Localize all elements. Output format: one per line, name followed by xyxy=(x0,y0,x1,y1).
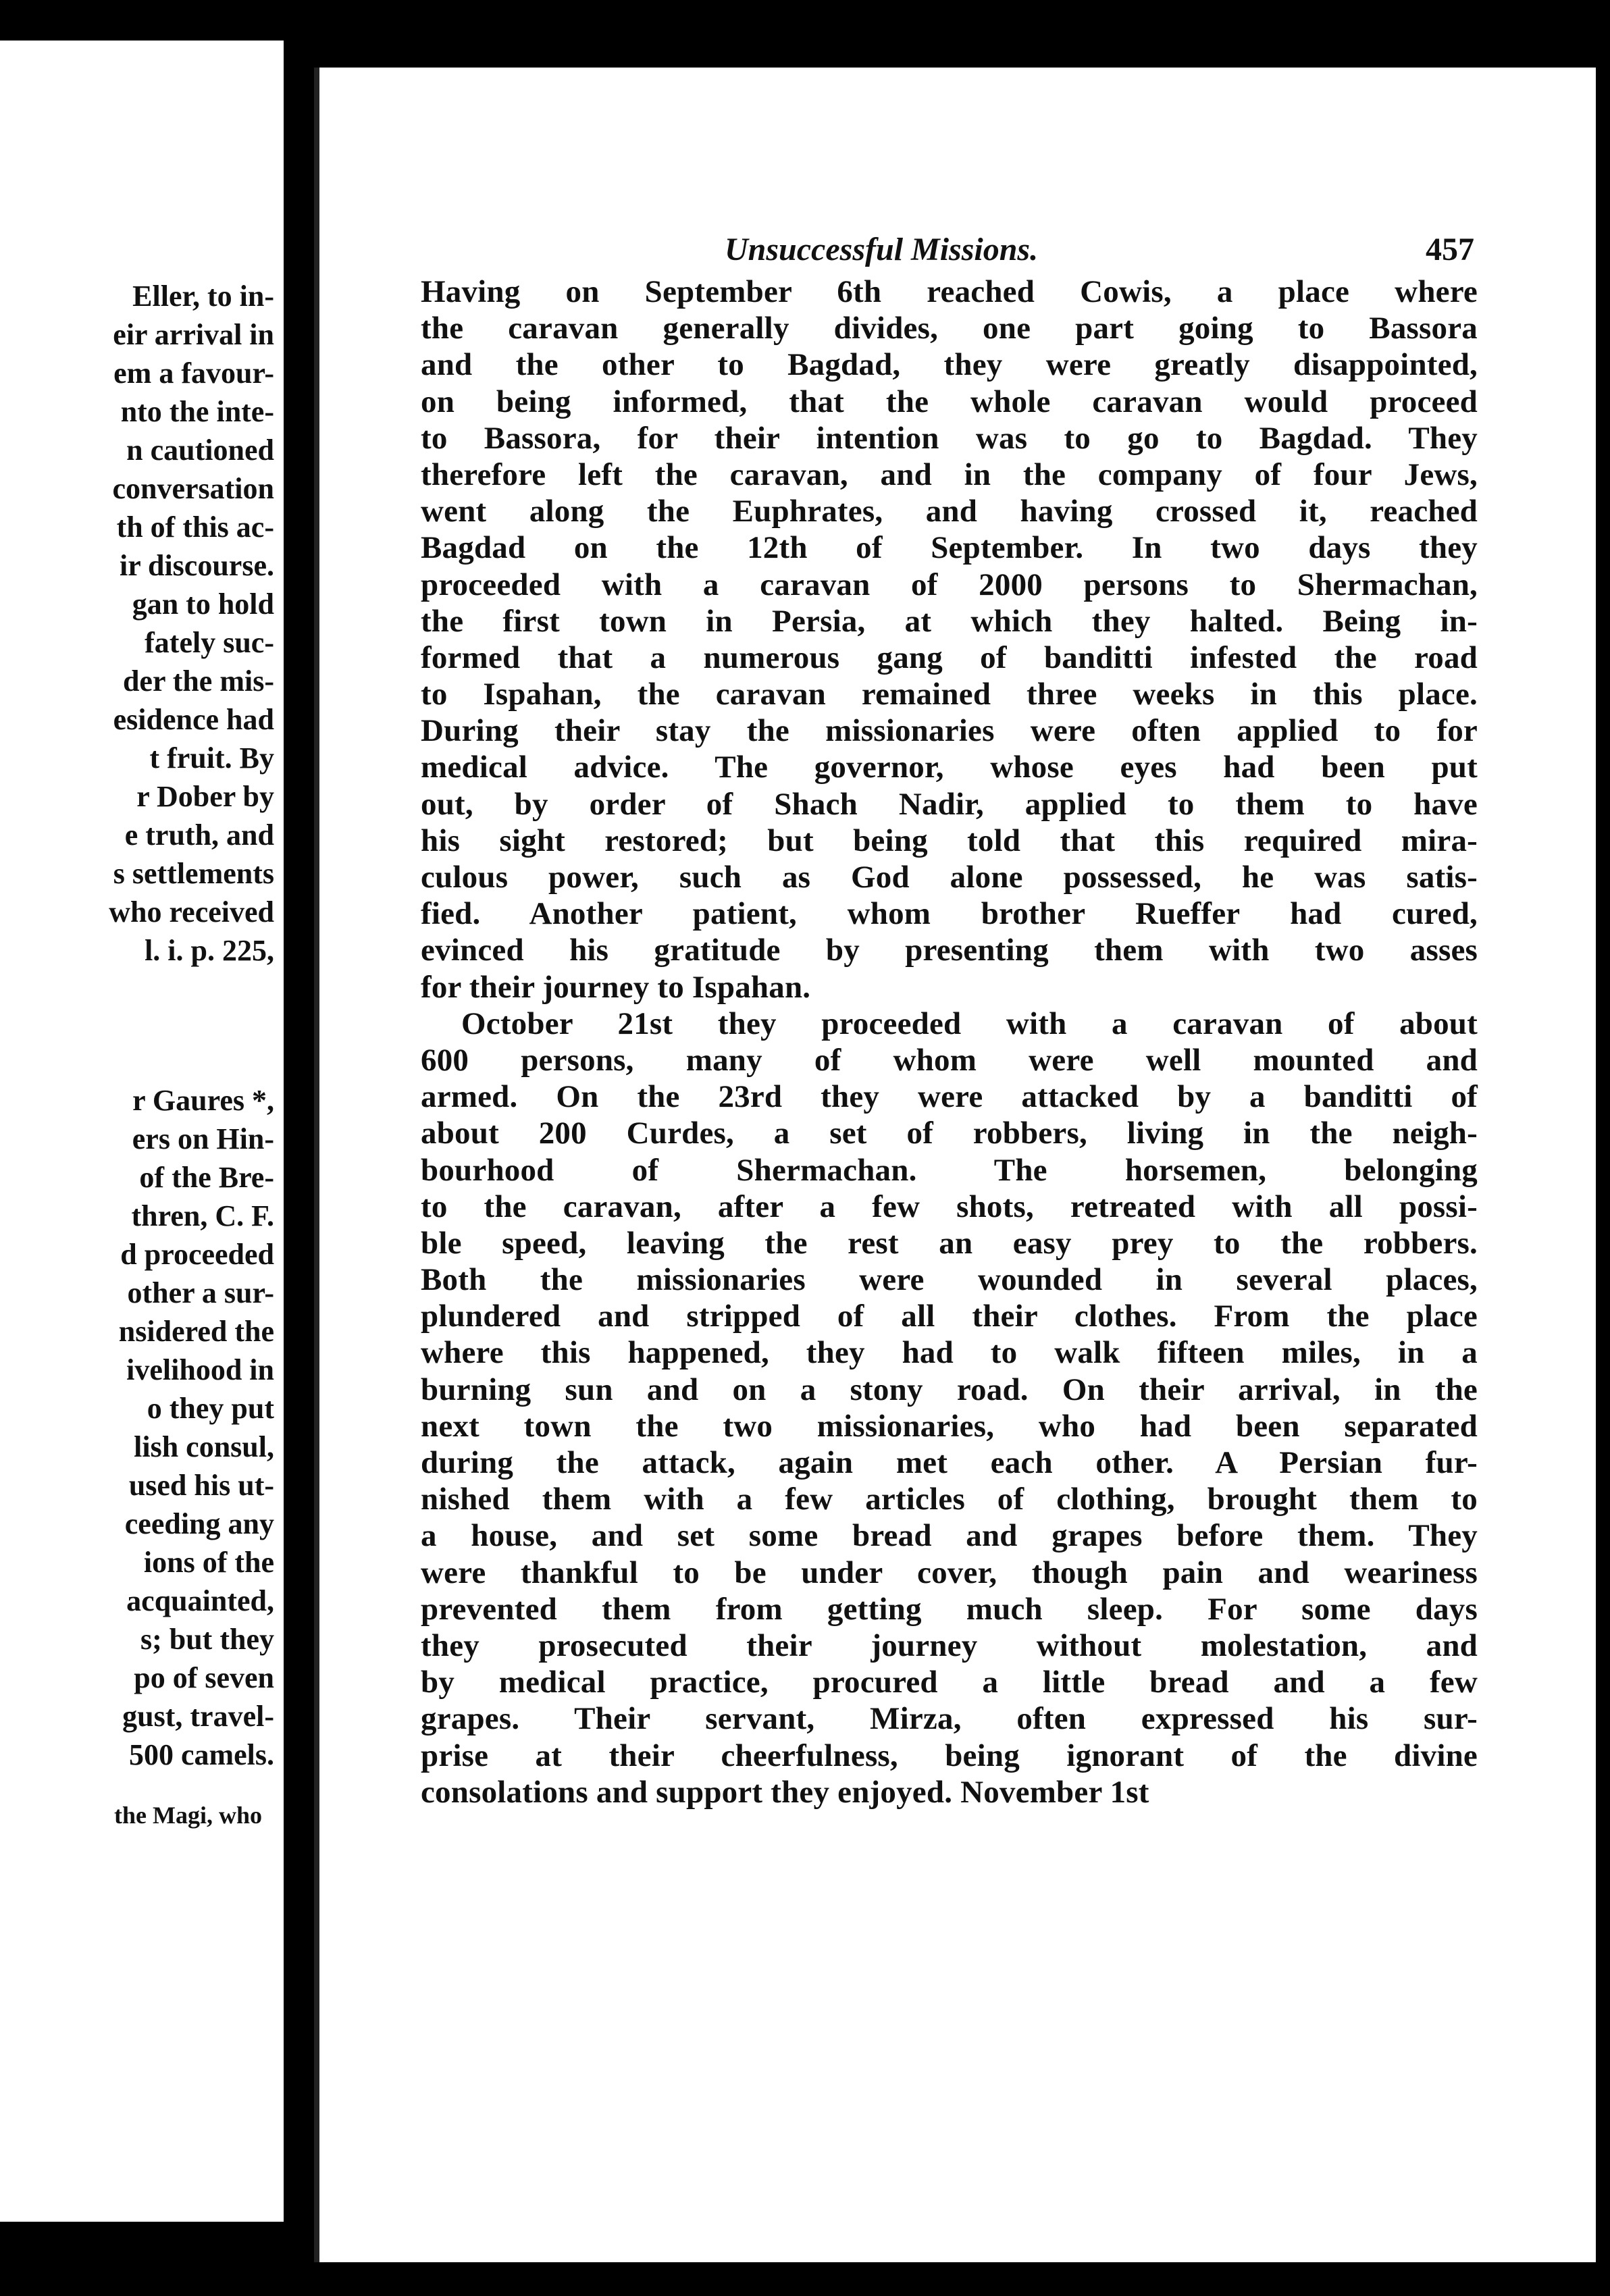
text-line: about 200 Curdes, a set of robbers, living in the neigh- xyxy=(421,1116,1478,1151)
text-line: were thankful to be under cover, though pain and weariness xyxy=(421,1555,1478,1590)
text-line: a house, and set some bread and grapes before them. They xyxy=(421,1518,1478,1554)
left-text-line: fately suc- xyxy=(145,626,274,659)
left-text-line: em a favour- xyxy=(113,357,274,390)
text-line: evinced his gratitude by presenting them with two asses xyxy=(421,933,1478,968)
left-text-line: other a sur- xyxy=(127,1276,274,1309)
left-text-line: th of this ac- xyxy=(116,511,274,544)
text-line: burning sun and on a stony road. On their arrival, in the xyxy=(421,1372,1478,1407)
left-text-line: n cautioned xyxy=(126,434,274,467)
left-paragraph-gap xyxy=(0,970,277,1081)
text-line: 600 persons, many of whom were well mounted and xyxy=(421,1042,1478,1078)
left-text-line: der the mis- xyxy=(122,664,274,698)
left-text-line: gan to hold xyxy=(132,588,274,621)
right-page xyxy=(314,68,1596,2262)
text-line: to the caravan, after a few shots, retreated with all possi- xyxy=(421,1189,1478,1224)
left-text-line: ivelihood in xyxy=(126,1353,274,1386)
text-line: grapes. Their servant, Mirza, often expressed his sur- xyxy=(421,1701,1478,1737)
left-text-line: s settlements xyxy=(113,857,274,890)
text-line: therefore left the caravan, and in the company of four Jews, xyxy=(421,456,1478,492)
left-text-line: of the Bre- xyxy=(139,1161,274,1194)
text-line: During their stay the missionaries were often applied to for xyxy=(421,713,1478,749)
left-text-line: ceeding any xyxy=(124,1507,274,1540)
text-line: armed. On the 23rd they were attacked by a banditti of xyxy=(421,1079,1478,1115)
text-line: to Bassora, for their intention was to go to Bagdad. They xyxy=(421,420,1478,456)
text-line: out, by order of Shach Nadir, applied to them to have xyxy=(421,786,1478,822)
left-footnote: the Magi, who xyxy=(114,1802,262,1829)
text-line: the first town in Persia, at which they halted. Being in- xyxy=(421,603,1478,639)
text-line: by medical practice, procured a little bread and a few xyxy=(421,1665,1478,1700)
text-line: the caravan generally divides, one part going to Bassora xyxy=(421,311,1478,346)
left-text-line: ers on Hin- xyxy=(132,1122,274,1155)
text-line: Both the missionaries were wounded in several places, xyxy=(421,1262,1478,1298)
text-line: proceeded with a caravan of 2000 persons to Shermachan, xyxy=(421,567,1478,602)
text-line: they prosecuted their journey without molestation, and xyxy=(421,1627,1478,1663)
left-text-line: esidence had xyxy=(113,703,274,736)
text-line: prevented them from getting much sleep. For some days xyxy=(421,1591,1478,1627)
left-page-text xyxy=(0,277,277,1829)
text-line: and the other to Bagdad, they were greatly disappointed, xyxy=(421,347,1478,383)
left-text-line: thren, C. F. xyxy=(131,1199,274,1232)
text-line: formed that a numerous gang of banditti infested the road xyxy=(421,640,1478,675)
left-text-line: ions of the xyxy=(143,1546,274,1579)
left-text-line: l. i. p. 225, xyxy=(145,934,274,967)
left-text-line: gust, travel- xyxy=(122,1700,274,1733)
left-text-line: r Dober by xyxy=(136,780,274,813)
text-line: on being informed, that the whole caravan would proceed xyxy=(421,384,1478,419)
left-text-line: d proceeded xyxy=(120,1238,274,1271)
text-line: culous power, such as God alone possessed, he was satis- xyxy=(421,860,1478,895)
text-line: for their journey to Ispahan. xyxy=(421,969,811,1005)
left-text-line: r Gaures *, xyxy=(132,1084,274,1117)
left-text-line: nsidered the xyxy=(118,1315,274,1348)
text-line: plundered and stripped of all their clothes. From the place xyxy=(421,1299,1478,1334)
text-line: to Ispahan, the caravan remained three weeks in this place. xyxy=(421,677,1478,712)
text-line: bourhood of Shermachan. The horsemen, belonging xyxy=(421,1152,1478,1188)
text-line: medical advice. The governor, whose eyes had been put xyxy=(421,750,1478,785)
left-text-line: lish consul, xyxy=(134,1430,274,1463)
left-text-line: conversation xyxy=(112,472,274,505)
left-text-line: t fruit. By xyxy=(149,741,274,775)
left-text-line: s; but they xyxy=(140,1623,274,1656)
left-text-line: nto the inte- xyxy=(120,395,274,428)
text-line: his sight restored; but being told that this required mira- xyxy=(421,823,1478,858)
book-spine xyxy=(284,0,314,2296)
text-line: fied. Another patient, whom brother Rueffer had cured, xyxy=(421,896,1478,932)
page-number: 457 xyxy=(1426,232,1474,267)
left-text-line: ir discourse. xyxy=(120,549,274,582)
text-line: where this happened, they had to walk fifteen miles, in a xyxy=(421,1335,1478,1371)
left-text-line: 500 camels. xyxy=(128,1738,274,1771)
running-title: Unsuccessful Missions. xyxy=(725,232,1039,267)
left-text-line: Eller, to in- xyxy=(132,280,274,313)
left-text-line: po of seven xyxy=(134,1661,274,1694)
left-text-line: eir arrival in xyxy=(113,318,274,351)
text-line: Bagdad on the 12th of September. In two days they xyxy=(421,530,1478,566)
text-line: ble speed, leaving the rest an easy prey to the robbers. xyxy=(421,1225,1478,1261)
left-text-line: used his ut- xyxy=(128,1469,274,1502)
left-text-line: acquainted, xyxy=(126,1584,274,1617)
text-line: prise at their cheerfulness, being ignorant of the divine xyxy=(421,1738,1478,1773)
text-line: went along the Euphrates, and having crossed it, reached xyxy=(421,494,1478,529)
text-line: during the attack, again met each other. A Persian fur- xyxy=(421,1445,1478,1480)
body-text xyxy=(421,273,1478,1810)
text-line: October 21st they proceeded with a caravan of about xyxy=(461,1006,1478,1041)
left-text-line: e truth, and xyxy=(124,818,274,852)
text-line: next town the two missionaries, who had been separated xyxy=(421,1408,1478,1444)
left-text-line: o they put xyxy=(147,1392,274,1425)
text-line: nished them with a few articles of clothing, brought them to xyxy=(421,1482,1478,1517)
left-text-line: who received xyxy=(109,895,274,929)
text-line: Having on September 6th reached Cowis, a place where xyxy=(421,274,1478,309)
text-line: consolations and support they enjoyed. November 1st xyxy=(421,1774,1149,1810)
left-page-fragment xyxy=(0,41,284,2222)
